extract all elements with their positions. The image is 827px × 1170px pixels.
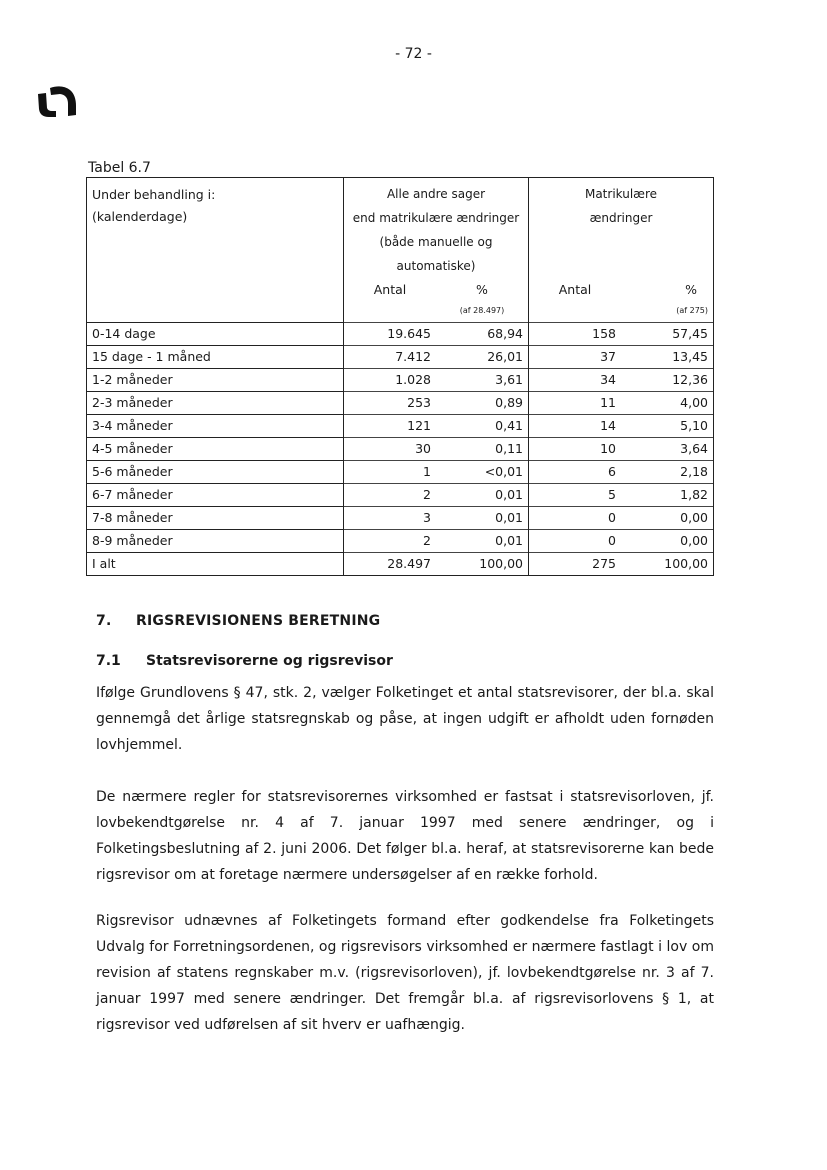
count-matrikel: 37	[529, 346, 622, 369]
page-number: - 72 -	[395, 46, 432, 62]
table-row	[87, 530, 714, 553]
logo-icon	[36, 84, 78, 118]
count-matrikel: 0	[529, 507, 622, 530]
antal-header-1: Antal	[373, 282, 407, 297]
count-all-others: 2	[344, 530, 437, 553]
pct-all-others: 0,01	[436, 530, 529, 553]
pct-all-others: 0,01	[436, 507, 529, 530]
pct-all-others: <0,01	[436, 461, 529, 484]
row-label: 15 dage - 1 måned	[87, 346, 344, 369]
pct-header-2: %	[621, 278, 714, 300]
section-number: 7.	[96, 613, 112, 629]
row-label: I alt	[87, 553, 344, 576]
group1-line3: (både manuelle og automatiske)	[379, 235, 493, 273]
table-row	[87, 415, 714, 438]
row-label: 5-6 måneder	[87, 461, 344, 484]
count-matrikel: 275	[529, 553, 622, 576]
section-title: RIGSREVISIONENS BERETNING	[136, 613, 381, 629]
row-label: 2-3 måneder	[87, 392, 344, 415]
pct-matrikel: 0,00	[621, 530, 714, 553]
subsection-number: 7.1	[96, 653, 121, 669]
table-row	[87, 553, 714, 576]
count-all-others: 19.645	[344, 323, 437, 346]
count-matrikel: 34	[529, 369, 622, 392]
table-row	[87, 346, 714, 369]
count-all-others: 3	[344, 507, 437, 530]
antal-header-2: Antal	[558, 282, 592, 297]
pct-all-others: 0,41	[436, 415, 529, 438]
table-row	[87, 392, 714, 415]
count-matrikel: 0	[529, 530, 622, 553]
count-all-others: 28.497	[344, 553, 437, 576]
pct-matrikel: 1,82	[621, 484, 714, 507]
pct-all-others: 0,11	[436, 438, 529, 461]
row-label: 6-7 måneder	[87, 484, 344, 507]
table-row	[87, 484, 714, 507]
count-matrikel: 10	[529, 438, 622, 461]
count-matrikel: 6	[529, 461, 622, 484]
row-label: 4-5 måneder	[87, 438, 344, 461]
pct-matrikel: 5,10	[621, 415, 714, 438]
row-label: 1-2 måneder	[87, 369, 344, 392]
table-row	[87, 369, 714, 392]
pct-all-others: 3,61	[436, 369, 529, 392]
group2-header	[529, 178, 714, 279]
row-header-cell	[87, 178, 344, 323]
group1-line1: Alle andre sager	[386, 187, 486, 201]
pct-all-others: 100,00	[436, 553, 529, 576]
processing-time-table	[86, 177, 714, 576]
pct-matrikel: 100,00	[621, 553, 714, 576]
table-row	[87, 438, 714, 461]
pct-all-others: 0,01	[436, 484, 529, 507]
pct-matrikel: 57,45	[621, 323, 714, 346]
pct-matrikel: 0,00	[621, 507, 714, 530]
paragraph-3: Rigsrevisor udnævnes af Folketingets formand efter godkendelse fra Folketingets Udvalg for Forretningsordenen, og rigsrevisors virksomhed er nærmere fastlagt i lov om revision af statens regnskaber m.v. (rigsrevisorloven), jf. lovbekendtgørelse nr. 3 af 7. januar 1997 med senere ændringer. Det fremgår bl.a. af rigsrevisorlovens § 1, at rigsrevisor ved udførelsen af sit hverv er uafhængig.	[96, 913, 714, 1033]
pct-matrikel: 2,18	[621, 461, 714, 484]
count-all-others: 253	[344, 392, 437, 415]
pct-header-1: %	[436, 278, 529, 300]
table-row	[87, 461, 714, 484]
count-all-others: 30	[344, 438, 437, 461]
pct-note-2: (af 275)	[621, 300, 714, 323]
table-row	[87, 507, 714, 530]
row-label: 7-8 måneder	[87, 507, 344, 530]
paragraph-1: Ifølge Grundlovens § 47, stk. 2, vælger Folketinget et antal statsrevisorer, der bl.a. skal gennemgå det årlige statsregnskab og påse, at ingen udgift er afholdt uden fornøden lovhjemmel.	[96, 685, 714, 753]
header-label-line2: (kalenderdage)	[92, 209, 188, 224]
subsection-title: Statsrevisorerne og rigsrevisor	[146, 653, 393, 669]
count-all-others: 1.028	[344, 369, 437, 392]
row-label: 0-14 dage	[87, 323, 344, 346]
pct-matrikel: 3,64	[621, 438, 714, 461]
table-caption: Tabel 6.7	[88, 160, 151, 176]
table-row	[87, 323, 714, 346]
header-label-line1: Under behandling i:	[92, 187, 216, 202]
pct-all-others: 68,94	[436, 323, 529, 346]
count-matrikel: 11	[529, 392, 622, 415]
paragraph-2: De nærmere regler for statsrevisorernes virksomhed er fastsat i statsrevisorloven, jf. lovbekendtgørelse nr. 4 af 7. januar 1997 med senere ændringer, og i Folketingsbeslutning af 2. juni 2006. Det følger bl.a. heraf, at statsrevisorerne kan bede rigsrevisor om at foretage nærmere undersøgelser af en række forhold.	[96, 789, 714, 883]
row-label: 8-9 måneder	[87, 530, 344, 553]
count-all-others: 1	[344, 461, 437, 484]
count-matrikel: 158	[529, 323, 622, 346]
count-all-others: 2	[344, 484, 437, 507]
pct-matrikel: 4,00	[621, 392, 714, 415]
row-label: 3-4 måneder	[87, 415, 344, 438]
section-heading	[96, 613, 380, 629]
pct-matrikel: 13,45	[621, 346, 714, 369]
group2-line2: ændringer	[589, 211, 653, 225]
pct-matrikel: 12,36	[621, 369, 714, 392]
group1-header	[344, 178, 529, 279]
count-all-others: 7.412	[344, 346, 437, 369]
pct-all-others: 0,89	[436, 392, 529, 415]
count-matrikel: 5	[529, 484, 622, 507]
count-matrikel: 14	[529, 415, 622, 438]
pct-note-1: (af 28.497)	[436, 300, 529, 323]
pct-all-others: 26,01	[436, 346, 529, 369]
subsection-heading	[96, 653, 393, 669]
count-all-others: 121	[344, 415, 437, 438]
group1-line2: end matrikulære ændringer	[352, 211, 520, 225]
group2-line1: Matrikulære	[584, 187, 658, 201]
